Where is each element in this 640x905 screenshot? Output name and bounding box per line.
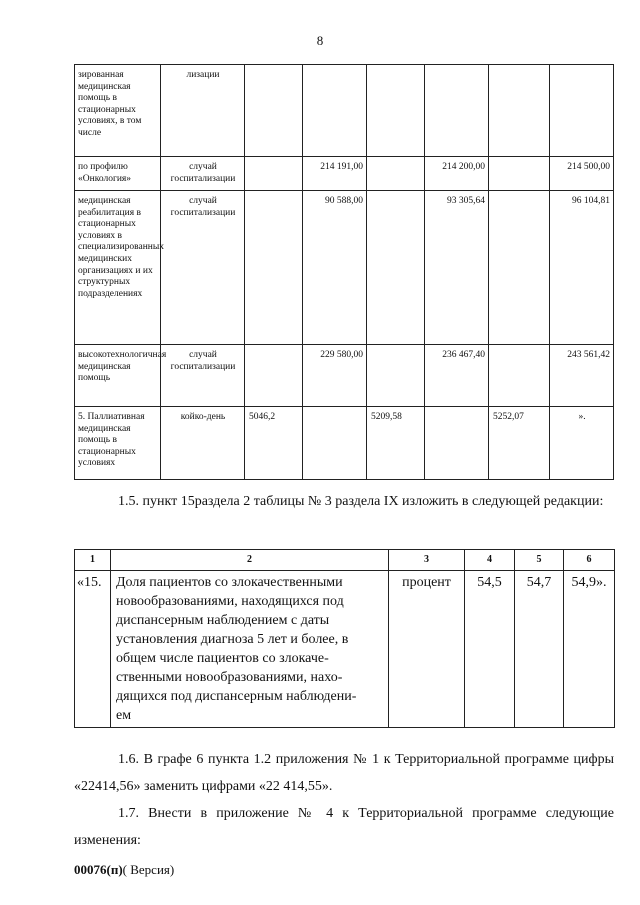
- value-cell: [489, 345, 550, 407]
- column-header: 4: [465, 550, 515, 571]
- value-cell: 5046,2: [245, 407, 303, 480]
- description-line: дящихся под диспансерным наблюдени-: [116, 689, 357, 704]
- value-cell: 229 580,00: [303, 345, 367, 407]
- unit-cell: случай госпитализации: [161, 191, 245, 345]
- description-line: Доля пациентов со злокачественными: [116, 575, 343, 590]
- description-line: общем числе пациентов со злокаче-: [116, 651, 329, 666]
- row-label: 5. Паллиативная медицинская помощь в стационарных условиях: [75, 407, 161, 480]
- value-cell: 54,9».: [564, 571, 615, 728]
- unit-cell: койко-день: [161, 407, 245, 480]
- paragraph-1-6: 1.6. В графе 6 пункта 1.2 приложения № 1 к Территориальной программе цифры «22414,56» заменить цифрами «22 414,55».: [74, 752, 614, 794]
- unit-cell: лизации: [161, 65, 245, 157]
- table-row: [75, 157, 614, 191]
- item-number: «15.: [75, 571, 111, 728]
- value-cell: [367, 65, 425, 157]
- value-cell: [489, 191, 550, 345]
- indicator-description: [111, 571, 389, 728]
- value-cell: [303, 65, 367, 157]
- value-cell: [245, 191, 303, 345]
- value-cell: 236 467,40: [425, 345, 489, 407]
- value-cell: [245, 157, 303, 191]
- unit-cell: случай госпитализации: [161, 157, 245, 191]
- description-line: установления диагноза 5 лет и более, в: [116, 632, 349, 647]
- value-cell: [489, 65, 550, 157]
- column-header: 5: [515, 550, 564, 571]
- unit-cell: случай госпитализации: [161, 345, 245, 407]
- footer: [74, 862, 174, 878]
- value-cell: 90 588,00: [303, 191, 367, 345]
- column-header: 2: [111, 550, 389, 571]
- row-label: медицинская реабилитация в стационарных условиях в специализированных медицинских организациях и их структурных подразделениях: [75, 191, 161, 345]
- column-header: 6: [564, 550, 615, 571]
- value-cell: 5252,07: [489, 407, 550, 480]
- value-cell: [245, 345, 303, 407]
- value-cell: [367, 345, 425, 407]
- indicator-table: [74, 549, 615, 728]
- row-label: по профилю «Онкология»: [75, 157, 161, 191]
- column-header: 1: [75, 550, 111, 571]
- description-line: новообразованиями, находящихся под: [116, 594, 344, 609]
- table-header-row: [75, 550, 615, 571]
- value-cell: [425, 407, 489, 480]
- value-cell: [303, 407, 367, 480]
- value-cell: 214 500,00: [550, 157, 614, 191]
- table-row: [75, 571, 615, 728]
- column-header: 3: [389, 550, 465, 571]
- value-cell: [367, 157, 425, 191]
- paragraph-1-5: 1.5. пункт 15раздела 2 таблицы № 3 раздела IX изложить в следующей редакции:: [118, 494, 604, 509]
- value-cell: 93 305,64: [425, 191, 489, 345]
- table-row: [75, 65, 614, 157]
- unit-cell: процент: [389, 571, 465, 728]
- tariff-table: [74, 64, 614, 480]
- description-line: ем: [116, 708, 132, 723]
- value-cell: [489, 157, 550, 191]
- value-cell: 214 200,00: [425, 157, 489, 191]
- description-line: диспансерным наблюдением с даты: [116, 613, 330, 628]
- document-version: ( Версия): [122, 862, 175, 877]
- value-cell: [425, 65, 489, 157]
- paragraph-1-7: 1.7. Внести в приложение № 4 к Территориальной программе следующие изменения:: [74, 806, 614, 848]
- row-label: зированная медицинская помощь в стационарных условиях, в том числе: [75, 65, 161, 157]
- value-cell: 54,5: [465, 571, 515, 728]
- value-cell: [245, 65, 303, 157]
- value-cell: 96 104,81: [550, 191, 614, 345]
- table-row: [75, 345, 614, 407]
- value-cell: [550, 65, 614, 157]
- table-row: [75, 191, 614, 345]
- table-row: [75, 407, 614, 480]
- value-cell: 243 561,42: [550, 345, 614, 407]
- value-cell: [367, 191, 425, 345]
- row-label: высокотехнологичная медицинская помощь: [75, 345, 161, 407]
- document-code: 00076(п): [74, 862, 123, 877]
- value-cell: 54,7: [515, 571, 564, 728]
- description-line: ственными новообразованиями, нахо-: [116, 670, 343, 685]
- value-cell: 5209,58: [367, 407, 425, 480]
- value-cell: 214 191,00: [303, 157, 367, 191]
- page-number: 8: [316, 33, 324, 48]
- value-cell: ».: [550, 407, 614, 480]
